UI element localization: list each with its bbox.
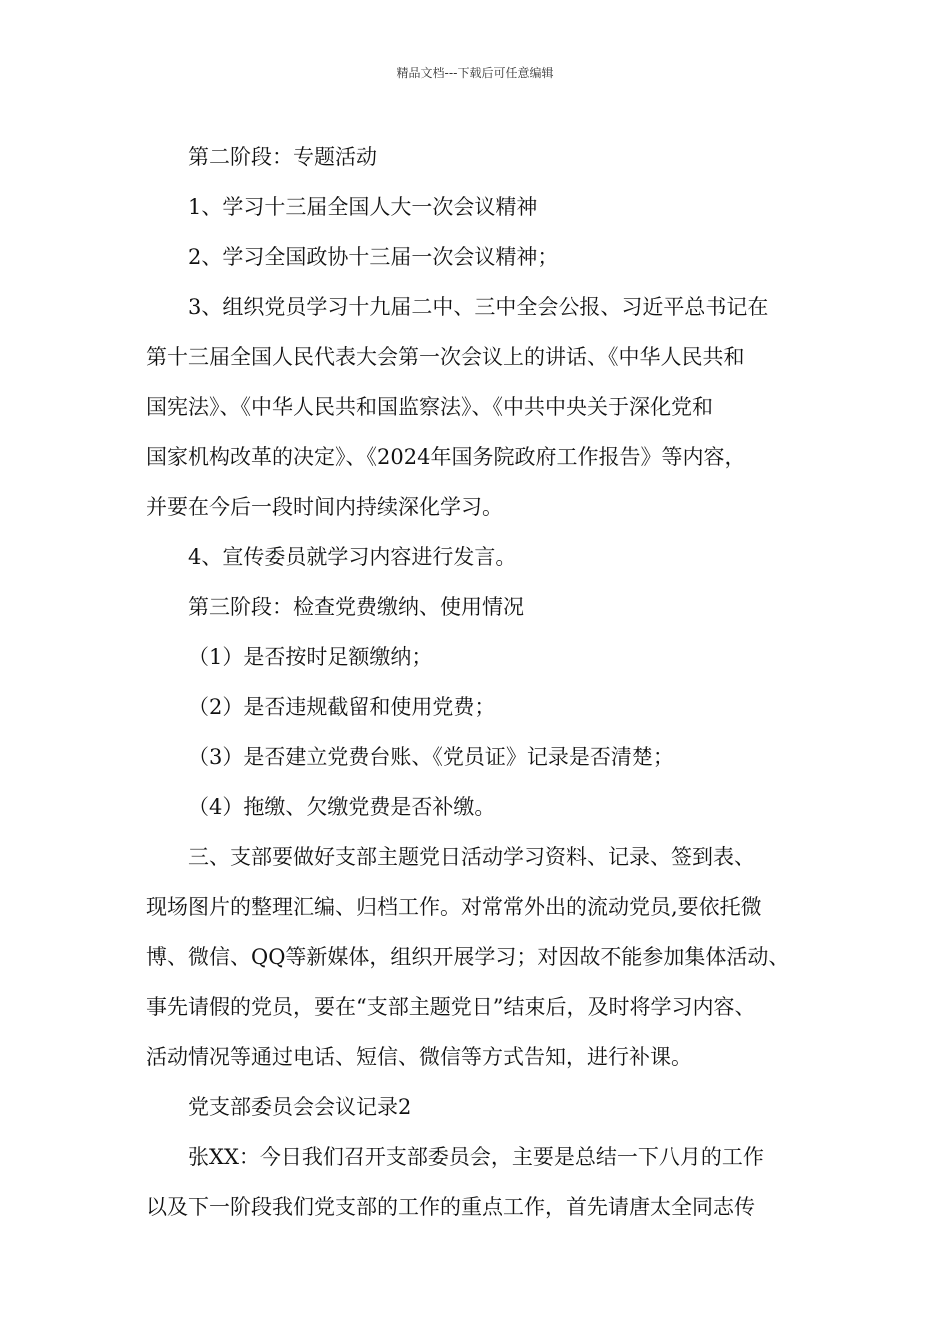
line-9: 4、宣传委员就学习内容进行发言。 — [188, 545, 517, 569]
line-11: （1）是否按时足额缴纳； — [188, 645, 433, 669]
line-22: 以及下一阶段我们党支部的工作的重点工作，首先请唐太全同志传 — [146, 1195, 755, 1219]
line-17: 博、微信、QQ等新媒体，组织开展学习；对因故不能参加集体活动、 — [146, 945, 790, 969]
document-body — [146, 132, 826, 1232]
line-3: 2、学习全国政协十三届一次会议精神； — [188, 245, 559, 269]
line-8: 并要在今后一段时间内持续深化学习。 — [146, 495, 503, 519]
line-5: 第十三届全国人民代表大会第一次会议上的讲话、《中华人民共和 — [146, 345, 745, 369]
line-13: （3）是否建立党费台账、《党员证》记录是否清楚； — [188, 745, 674, 769]
line-18: 事先请假的党员，要在“支部主题党日”结束后，及时将学习内容、 — [146, 995, 756, 1019]
line-1: 第二阶段：专题活动 — [188, 145, 377, 169]
line-16: 现场图片的整理汇编、归档工作。对常常外出的流动党员,要依托微 — [146, 895, 762, 919]
line-15: 三、支部要做好支部主题党日活动学习资料、记录、签到表、 — [188, 845, 755, 869]
line-10: 第三阶段：检查党费缴纳、使用情况 — [188, 595, 524, 619]
line-2: 1、学习十三届全国人大一次会议精神 — [188, 195, 538, 219]
line-14: （4）拖缴、欠缴党费是否补缴。 — [188, 795, 496, 819]
line-4: 3、组织党员学习十九届二中、三中全会公报、习近平总书记在 — [188, 295, 769, 319]
line-6: 国宪法》、《中华人民共和国监察法》、《中共中央关于深化党和 — [146, 395, 713, 419]
line-19: 活动情况等通过电话、短信、微信等方式告知，进行补课。 — [146, 1045, 692, 1069]
line-7: 国家机构改革的决定》、《2024年国务院政府工作报告》等内容， — [146, 445, 746, 469]
line-20: 党支部委员会会议记录2 — [188, 1095, 412, 1119]
line-12: （2）是否违规截留和使用党费； — [188, 695, 496, 719]
line-21: 张XX：今日我们召开支部委员会，主要是总结一下八月的工作 — [188, 1145, 764, 1169]
page-header: 精品文档---下载后可任意编辑 — [396, 66, 554, 80]
